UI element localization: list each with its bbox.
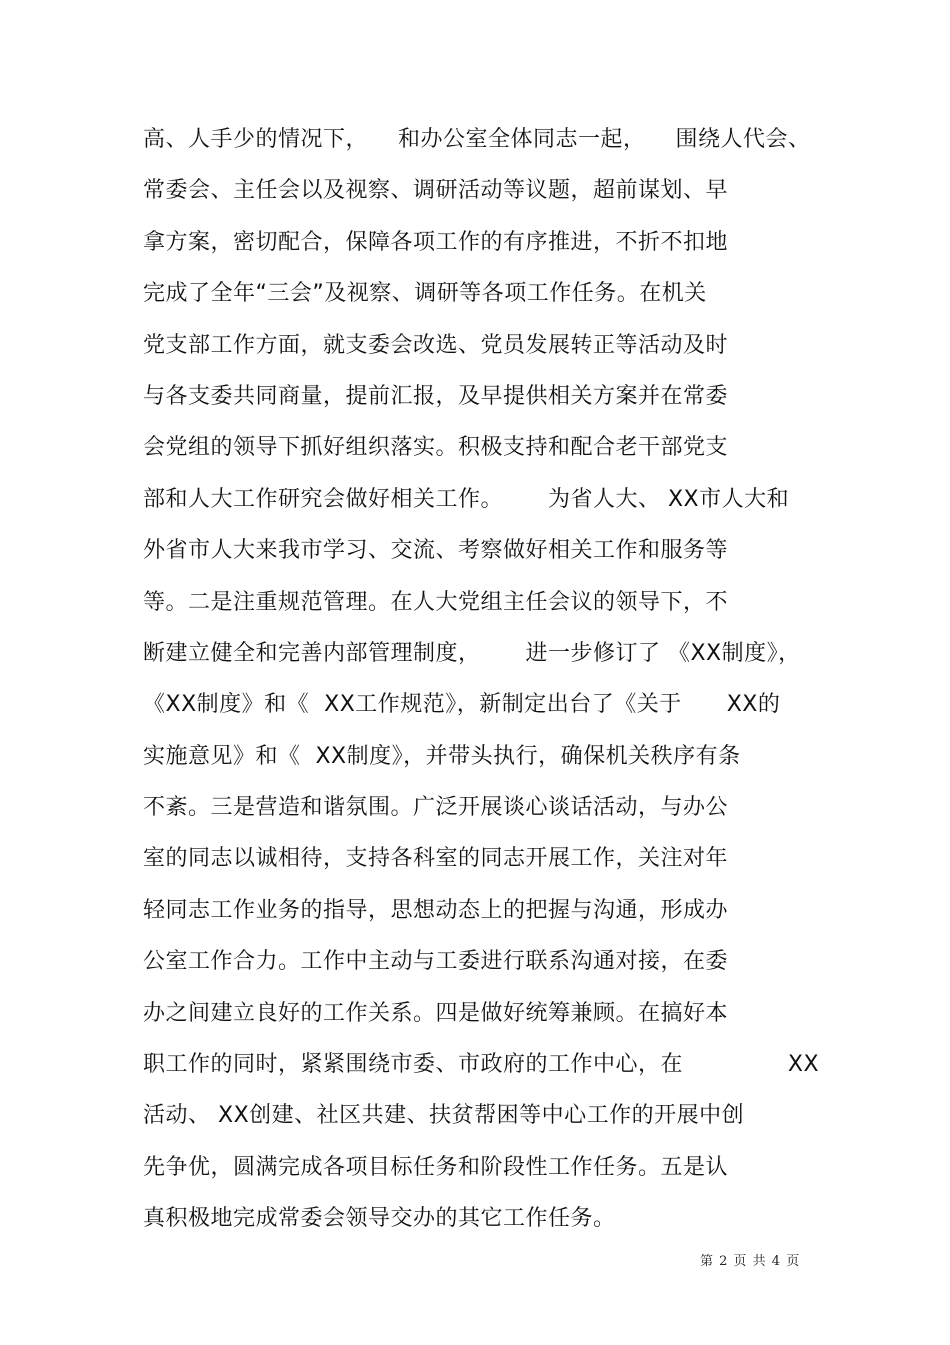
- text-line: 断建立健全和完善内部管理制度， 进一步修订了 《XX制度》，: [143, 640, 801, 666]
- text-line: 与各支委共同商量，提前汇报，及早提供相关方案并在常委: [143, 383, 729, 409]
- text-line: 等。二是注重规范管理。在人大党组主任会议的领导下，不: [143, 589, 729, 615]
- text-line: 公室工作合力。工作中主动与工委进行联系沟通对接，在委: [143, 949, 729, 975]
- text-line: 办之间建立良好的工作关系。四是做好统筹兼顾。在搞好本: [143, 1000, 729, 1026]
- text-line: 轻同志工作业务的指导，思想动态上的把握与沟通，形成办: [143, 897, 729, 923]
- text-line: 室的同志以诚相待，支持各科室的同志开展工作，关注对年: [143, 846, 729, 872]
- body-text: [143, 122, 833, 1253]
- page-number: 第 2 页 共 4 页: [700, 1254, 801, 1269]
- text-line: 先争优，圆满完成各项目标任务和阶段性工作任务。五是认: [143, 1154, 729, 1180]
- text-line: 职工作的同时，紧紧围绕市委、市政府的工作中心，在 XX: [143, 1052, 820, 1078]
- text-line: 实施意见》和《 XX制度》，并带头执行，确保机关秩序有条: [143, 743, 741, 769]
- text-line: 会党组的领导下抓好组织落实。积极支持和配合老干部党支: [143, 435, 729, 461]
- text-line: 党支部工作方面，就支委会改选、党员发展转正等活动及时: [143, 332, 729, 358]
- text-line: 《XX制度》和《 XX工作规范》，新制定出台了《关于 XX的: [143, 692, 781, 718]
- text-line: 活动、 XX创建、社区共建、扶贫帮困等中心工作的开展中创: [143, 1103, 745, 1129]
- text-line: 真积极地完成常委会领导交办的其它工作任务。: [143, 1206, 616, 1232]
- text-line: 外省市人大来我市学习、交流、考察做好相关工作和服务等: [143, 538, 729, 564]
- text-line: 不紊。三是营造和谐氛围。广泛开展谈心谈话活动，与办公: [143, 795, 729, 821]
- text-line: 高、人手少的情况下， 和办公室全体同志一起， 围绕人代会、: [143, 127, 811, 152]
- text-line: 拿方案，密切配合，保障各项工作的有序推进，不折不扣地: [143, 229, 729, 255]
- text-line: 部和人大工作研究会做好相关工作。 为省人大、 XX市人大和: [143, 486, 790, 512]
- text-line: 完成了全年“三会”及视察、调研等各项工作任务。在机关: [143, 281, 707, 307]
- text-line: 常委会、主任会以及视察、调研活动等议题，超前谋划、早: [143, 178, 729, 204]
